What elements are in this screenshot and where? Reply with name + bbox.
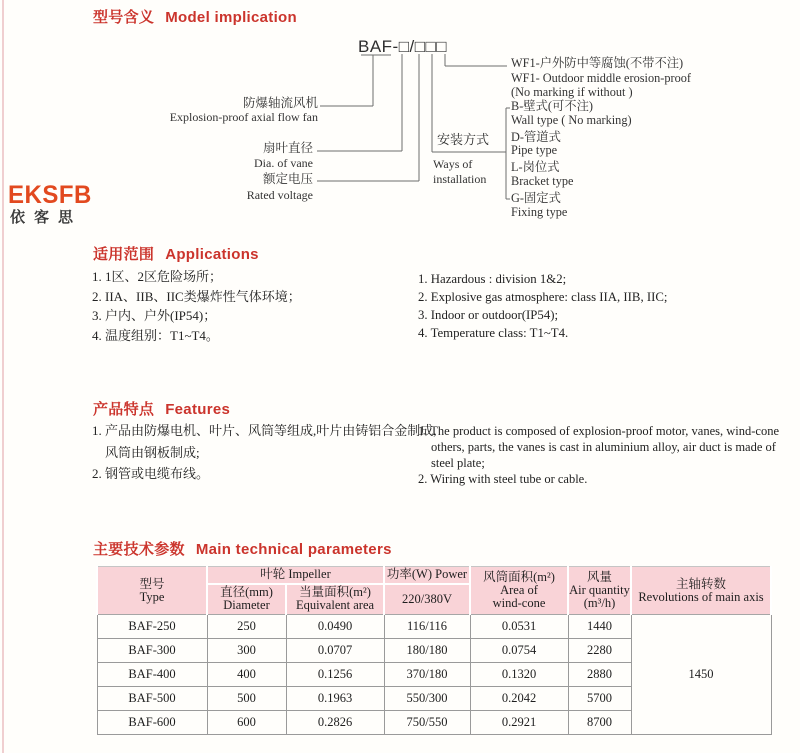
applications-en-item: 3. Indoor or outdoor(IP54); [418, 308, 559, 322]
col-header-eq-area-cn: 当量面积(m²) [299, 585, 371, 600]
applications-list-cn [92, 267, 412, 345]
cell-eq-area: 0.0490 [286, 615, 384, 639]
applications-list-en [418, 270, 798, 342]
parameters-table [96, 566, 772, 735]
label-fan-en: Explosion-proof axial flow fan [169, 110, 318, 124]
col-header-wind-cone-en1: Area of [500, 583, 538, 597]
cell-diameter: 300 [207, 639, 286, 663]
model-code: BAF-□/□□□ [358, 37, 448, 56]
applications-en-item: 2. Explosive gas atmosphere: class IIA, IIB, IIC; [418, 290, 668, 304]
install-option-cn: G-固定式 [511, 190, 561, 205]
cell-wind-cone: 0.0531 [470, 615, 568, 639]
installation-options [511, 100, 632, 222]
features-title-cn: 产品特点 [93, 401, 155, 418]
cell-air: 2880 [568, 663, 631, 687]
cell-power: 550/300 [384, 687, 470, 711]
label-installation-en [433, 157, 486, 187]
features-list-cn [92, 420, 440, 485]
wf1-annotation [511, 56, 691, 100]
cell-diameter: 500 [207, 687, 286, 711]
cell-eq-area: 0.1963 [286, 687, 384, 711]
cell-power: 750/550 [384, 711, 470, 735]
install-option-en: Wall type ( No marking) [511, 112, 632, 127]
cell-air: 2280 [568, 639, 631, 663]
cell-wind-cone: 0.2921 [470, 711, 568, 735]
col-header-rev-en: Revolutions of main axis [638, 589, 764, 604]
parameters-title-en: Main technical parameters [195, 541, 392, 558]
col-header-type-cn: 型号 [139, 576, 165, 591]
label-vane-cn: 扇叶直径 [262, 141, 313, 155]
cell-eq-area: 0.2826 [286, 711, 384, 735]
cell-type: BAF-500 [97, 687, 207, 711]
label-installation-en-line1: Ways of [433, 157, 473, 171]
col-header-air-quantity [568, 567, 631, 615]
cell-type: BAF-600 [97, 711, 207, 735]
label-voltage-cn: 额定电压 [262, 172, 313, 186]
model-title-cn: 型号含义 [93, 9, 155, 26]
applications-title-en: Applications [165, 246, 259, 263]
label-fan-cn: 防爆轴流风机 [242, 96, 318, 110]
install-option [511, 161, 632, 189]
cell-diameter: 400 [207, 663, 286, 687]
install-option-en: Fixing type [511, 204, 568, 219]
label-vane-en: Dia. of vane [254, 156, 313, 170]
features-en-item: 2. Wiring with steel tube or cable. [418, 472, 588, 486]
cell-power: 180/180 [384, 639, 470, 663]
features-list-en [418, 423, 796, 487]
install-option-cn: D-管道式 [511, 129, 561, 144]
brand-logo-cn: 依客思 [10, 210, 83, 226]
cell-wind-cone: 0.0754 [470, 639, 568, 663]
features-section-title [93, 398, 230, 419]
col-header-diameter-cn: 直径(mm) [220, 585, 273, 600]
col-header-eq-area [286, 584, 384, 615]
applications-cn-item: 3. 户内、户外(IP54)； [92, 308, 217, 323]
cell-wind-cone: 0.1320 [470, 663, 568, 687]
parameters-section-title [93, 538, 392, 559]
install-option [511, 100, 632, 128]
cell-air: 8700 [568, 711, 631, 735]
cell-power: 370/180 [384, 663, 470, 687]
install-option-en: Pipe type [511, 143, 558, 158]
cell-eq-area: 0.1256 [286, 663, 384, 687]
features-cn-item: 2. 钢管或电缆布线。 [92, 466, 210, 481]
cell-eq-area: 0.0707 [286, 639, 384, 663]
features-en-item: 1. The product is composed of explosion-proof motor, vanes, wind-cone others, parts, the vanes is cast in aluminium alloy, air duct is made of steel plate; [418, 424, 779, 470]
label-installation-en-line2: installation [433, 172, 487, 186]
label-voltage-en: Rated voltage [246, 188, 313, 202]
col-header-wind-cone-cn: 风筒面积(m²) [483, 570, 555, 584]
cell-type: BAF-300 [97, 639, 207, 663]
applications-cn-item: 4. 温度组别：T1~T4。 [92, 327, 219, 343]
applications-en-item: 4. Temperature class: T1~T4. [418, 326, 569, 340]
wf1-line-cn: WF1-户外防中等腐蚀(不带不注) [511, 56, 684, 70]
cell-diameter: 600 [207, 711, 286, 735]
col-header-wind-cone-en2: wind-cone [492, 596, 546, 610]
applications-en-item: 1. Hazardous : division 1&2; [418, 272, 567, 286]
cell-air: 5700 [568, 687, 631, 711]
wf1-line-en: WF1- Outdoor middle erosion-proof [511, 70, 691, 85]
model-diagram-lines [0, 0, 800, 230]
col-header-power-sub: 220/380V [384, 584, 470, 615]
col-header-type-en: Type [139, 589, 165, 604]
col-header-diameter-en: Diameter [223, 598, 270, 613]
features-cn-item: 1. 产品由防爆电机、叶片、风筒等组成,叶片由铸铝合金制成, 风筒由钢板制成; [92, 423, 437, 460]
install-option-cn: B-壁式(可不注) [511, 99, 593, 113]
install-option [511, 192, 632, 220]
cell-diameter: 250 [207, 615, 286, 639]
label-installation-cn: 安装方式 [437, 132, 490, 147]
col-header-diameter [207, 584, 286, 615]
col-header-power: 功率(W) Power [384, 567, 470, 584]
applications-cn-item: 1. 1区、2区危险场所； [92, 269, 223, 284]
install-option-en: Bracket type [511, 173, 574, 188]
install-option [511, 131, 632, 159]
cell-wind-cone: 0.2042 [470, 687, 568, 711]
col-header-rev-cn: 主轴转数 [675, 576, 726, 591]
brand-logo-latin: EKSFB [8, 181, 92, 210]
cell-type: BAF-400 [97, 663, 207, 687]
col-header-air-unit: (m³/h) [583, 596, 616, 610]
applications-section-title [93, 243, 259, 264]
features-title-en: Features [165, 401, 231, 418]
cell-revolutions: 1450 [631, 615, 771, 735]
model-title-en: Model implication [165, 9, 297, 26]
col-header-air-cn: 风量 [586, 570, 612, 584]
col-header-impeller: 叶轮 Impeller [207, 567, 384, 584]
col-header-revolutions [631, 567, 771, 615]
parameters-title-cn: 主要技术参数 [93, 541, 185, 558]
col-header-eq-area-en: Equivalent area [295, 598, 375, 613]
table-row [97, 615, 771, 639]
col-header-air-en: Air quantity [569, 583, 630, 597]
wf1-line-note: (No marking if without ) [511, 85, 633, 100]
applications-title-cn: 适用范围 [93, 246, 155, 263]
col-header-wind-cone [470, 567, 568, 615]
cell-air: 1440 [568, 615, 631, 639]
applications-cn-item: 2. IIA、IIB、IIC类爆炸性气体环境； [92, 288, 301, 304]
install-option-cn: L-岗位式 [511, 160, 560, 175]
cell-type: BAF-250 [97, 615, 207, 639]
cell-power: 116/116 [384, 615, 470, 639]
col-header-type [97, 567, 207, 615]
